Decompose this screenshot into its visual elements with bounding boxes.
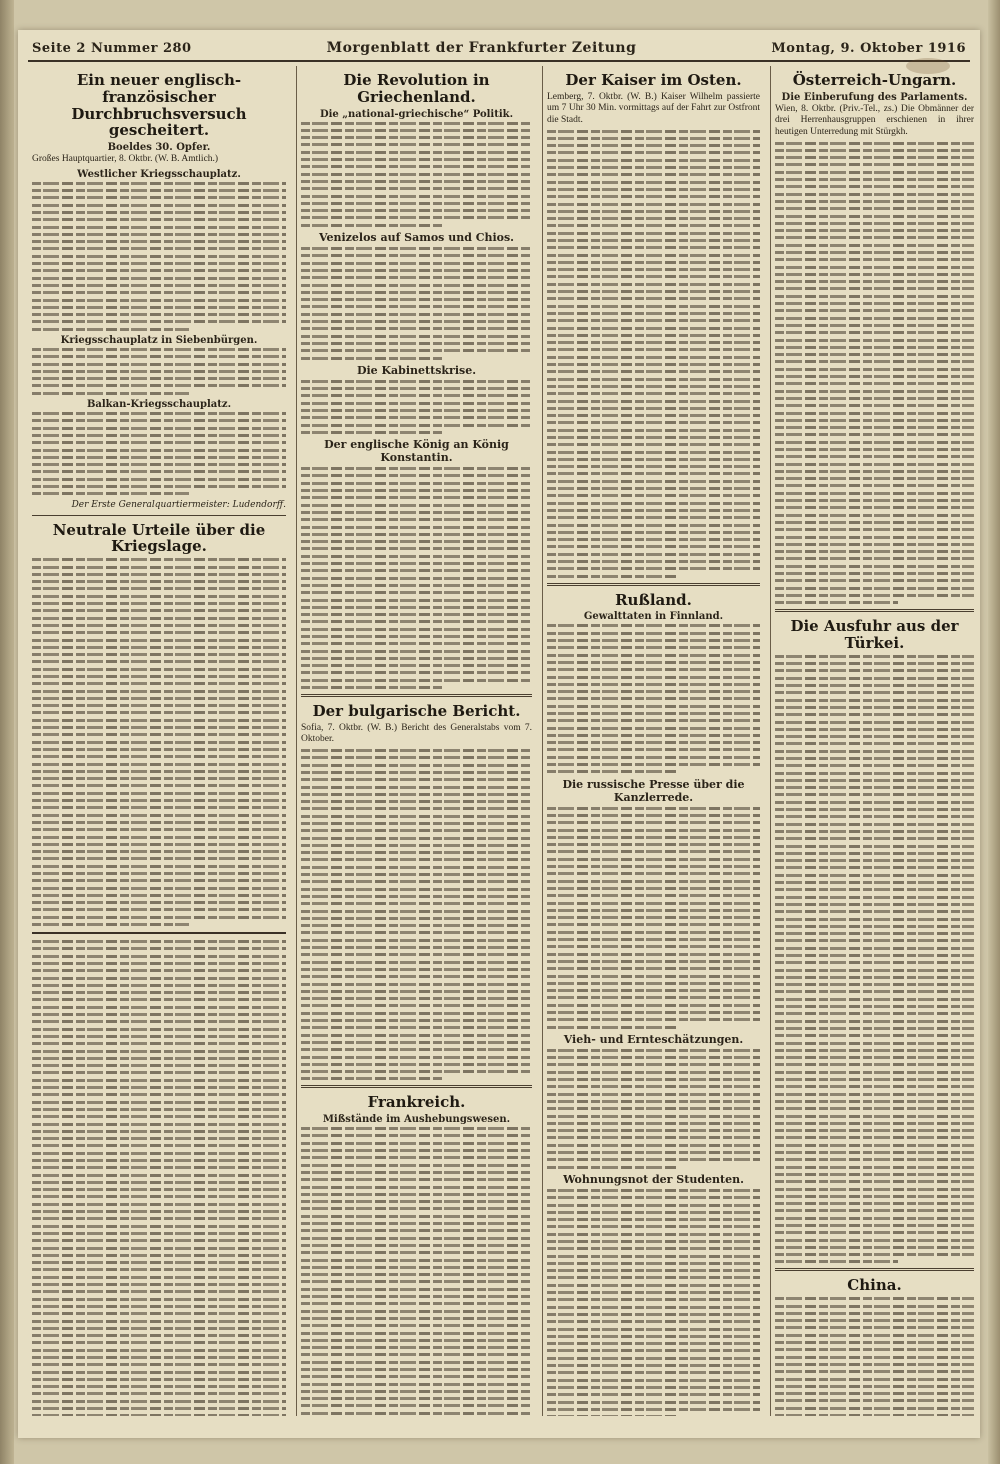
section-divider (775, 609, 974, 612)
article-body-text (301, 247, 532, 359)
subheadline-missstaende: Mißstände im Aushebungswesen. (322, 1114, 511, 1126)
article-body-text (301, 1127, 532, 1416)
newspaper-title: Morgenblatt der Frankfurter Zeitung (326, 40, 637, 56)
dateline-hauptquartier: Großes Hauptquartier, 8. Oktbr. (W. B. Amtlich.) (32, 154, 219, 165)
signature-ludendorff: Der Erste Generalquartiermeister: Ludendorff. (71, 499, 286, 510)
column-3 (542, 66, 764, 1416)
headline-englischer-koenig: Der englische König an König Konstantin. (324, 438, 509, 465)
headline-china: China. (847, 1276, 902, 1295)
section-westlicher-kriegsschauplatz: Westlicher Kriegsschauplatz. (77, 168, 241, 180)
article-body-text (32, 558, 286, 926)
article-body-text (301, 380, 532, 434)
headline-oesterreich-ungarn: Österreich-Ungarn. (792, 71, 957, 89)
column-4 (770, 66, 978, 1416)
article-body-text (32, 412, 286, 495)
article-body-text (32, 182, 286, 331)
article-body-text (775, 1297, 974, 1416)
column-1 (28, 66, 290, 1416)
subheadline-national-griechische-politik: Die „national-griechische“ Politik. (319, 108, 514, 120)
headline-bulgarischer-bericht: Der bulgarische Bericht. (312, 702, 521, 721)
section-divider (301, 694, 532, 697)
headline-revolution-griechenland: Die Revolution in Griechenland. (343, 71, 490, 106)
article-body-text (32, 348, 286, 395)
masthead (28, 38, 970, 62)
column-2 (296, 66, 536, 1416)
headline-russland: Rußland. (615, 590, 692, 609)
newspaper-page (18, 30, 980, 1438)
scan-page-edge (988, 0, 1000, 1464)
feuilleton-body-text (32, 940, 286, 1416)
article-body-text (301, 122, 532, 227)
section-siebenbuergen: Kriegsschauplatz in Siebenbürgen. (60, 335, 258, 346)
headline-ausfuhr-tuerkei: Die Ausfuhr aus der Türkei. (790, 617, 959, 653)
section-divider (775, 1268, 974, 1271)
article-body-text (547, 130, 760, 578)
subheadline-einberufung-parlament: Die Einberufung des Parlaments. (781, 91, 968, 103)
article-body-text (775, 655, 974, 1264)
headline-durchbruch: Ein neuer englisch-französischer Durchbruchsversuch gescheitert. (71, 71, 247, 140)
dateline-sofia: Sofia, 7. Oktbr. (W. B.) Bericht des Generalstabs vom 7. Oktober. (301, 722, 532, 745)
scan-binding-edge (0, 0, 14, 1464)
headline-kabinettskrise: Die Kabinettskrise. (356, 363, 477, 377)
feuilleton-section (32, 932, 286, 1416)
dateline-wien: Wien, 8. Oktbr. (Priv.-Tel., zs.) Die Obmänner der drei Herrenhausgruppen erschienen in ihrer heutigen Unterredung mit Stürgkh. (775, 103, 974, 137)
section-divider (32, 515, 286, 516)
article-columns (28, 66, 974, 1416)
article-body-text (547, 624, 760, 773)
headline-kaiser-im-osten: Der Kaiser im Osten. (565, 71, 742, 89)
subheadline-boelcke: Boeldes 30. Opfer. (107, 142, 211, 154)
article-body-text (547, 1049, 760, 1169)
section-balkan: Balkan-Kriegsschauplatz. (86, 399, 232, 411)
article-body-text (301, 749, 532, 1080)
headline-wohnungsnot-studenten: Wohnungsnot der Studenten. (563, 1172, 744, 1186)
article-body-text (301, 467, 532, 689)
article-body-text (547, 1189, 760, 1416)
headline-vieh-ernteschaetzungen: Vieh- und Ernteschätzungen. (563, 1032, 744, 1046)
headline-russische-presse: Die russische Presse über die Kanzlerrede. (562, 777, 745, 804)
issue-date: Montag, 9. Oktober 1916 (771, 41, 966, 56)
article-body-text (775, 142, 974, 605)
subheadline-finnland: Gewalttaten in Finnland. (583, 611, 724, 623)
headline-neutrale-urteile: Neutrale Urteile über die Kriegslage. (52, 520, 266, 556)
section-divider (301, 1085, 532, 1088)
headline-frankreich: Frankreich. (367, 1093, 466, 1112)
page-number: Seite 2 Nummer 280 (32, 41, 192, 56)
section-divider (547, 583, 760, 586)
dateline-lemberg: Lemberg, 7. Oktbr. (W. B.) Kaiser Wilhelm passierte um 7 Uhr 30 Min. vormittags auf der Fahrt zur Ostfront die Stadt. (547, 91, 760, 125)
headline-venizelos-samos-chios: Venizelos auf Samos und Chios. (318, 231, 515, 245)
article-body-text (547, 807, 760, 1029)
